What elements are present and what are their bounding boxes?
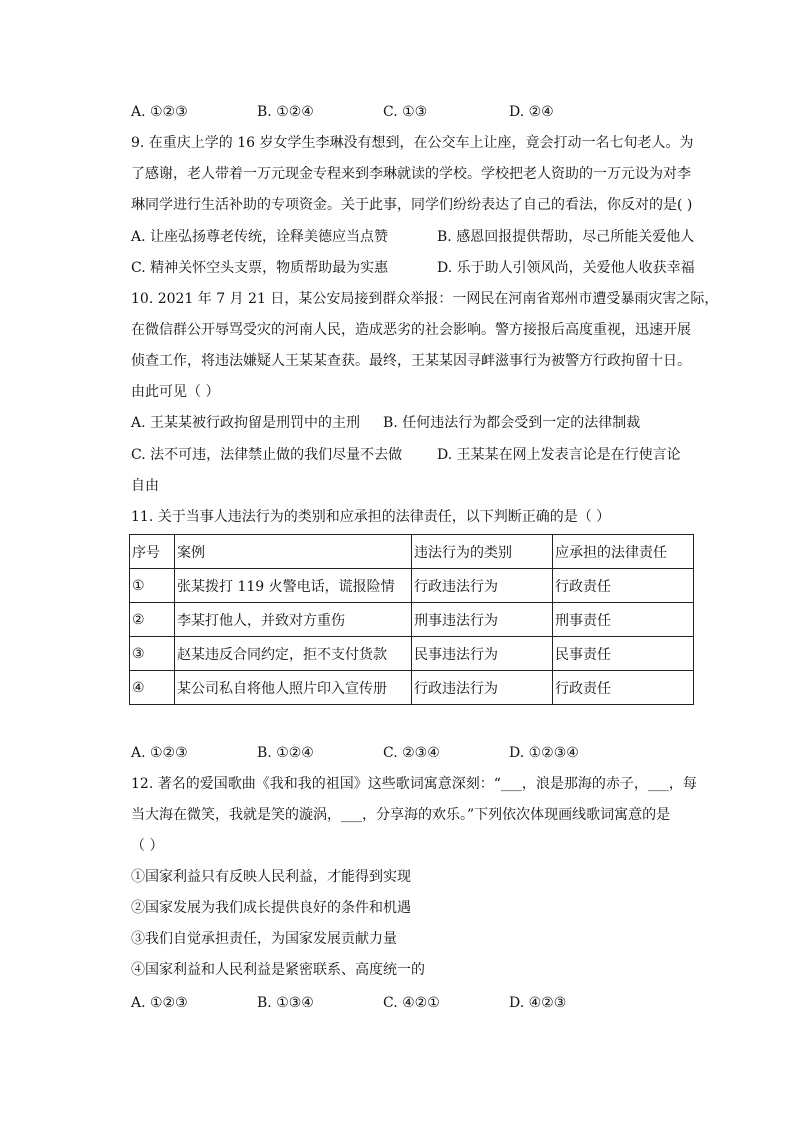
q12-statement-3: ③我们自觉承担责任，为国家发展贡献力量 [131,931,397,947]
q9-stem-line-1: 9. 在重庆上学的 16 岁女学生李琳没有想到，在公交车上让座，竟会打动一名七旬老人。为 [131,135,694,151]
q9-stem-line-3: 琳同学进行生活补助的专项资金。关于此事，同学们纷纷表达了自己的看法，你反对的是( ) [131,197,693,213]
row-violation-type: 行政违法行为 [412,569,553,603]
header-number: 序号 [130,535,175,569]
row-case: 李某打他人，并致对方重伤 [175,603,412,637]
q10-option-d-continued: 自由 [131,478,159,494]
row-violation-type: 刑事违法行为 [412,603,553,637]
q12-stem-line-3: （ ） [131,838,164,854]
q10-stem-line-1: 10. 2021 年 7 月 21 日，某公安局接到群众举报：一网民在河南省郑州市遭受暴雨灾害之际， [131,291,719,307]
q12-option-c[interactable]: C. ④②① [383,995,440,1011]
q9-option-a[interactable]: A. 让座弘扬尊老传统，诠释美德应当点赞 [131,229,389,245]
row-liability: 民事责任 [553,637,694,671]
q12-statement-4: ④国家利益和人民利益是紧密联系、高度统一的 [131,962,425,978]
q10-option-a[interactable]: A. 王某某被行政拘留是刑罚中的主刑 [131,415,361,431]
q10-option-c[interactable]: C. 法不可违，法律禁止做的我们尽量不去做 [131,447,403,463]
q8-option-c[interactable]: C. ①③ [383,104,428,120]
table-row [130,637,694,671]
q8-option-b[interactable]: B. ①②④ [257,104,314,120]
row-violation-type: 行政违法行为 [412,671,553,705]
q9-option-b[interactable]: B. 感恩回报提供帮助，尽己所能关爱他人 [437,229,695,245]
row-case: 张某拨打 119 火警电话，谎报险情 [175,569,412,603]
row-liability: 行政责任 [553,569,694,603]
row-violation-type: 民事违法行为 [412,637,553,671]
row-number: ② [130,603,175,637]
q11-option-c[interactable]: C. ②③④ [383,745,440,761]
q12-stem-line-1: 12. 著名的爱国歌曲《我和我的祖国》这些歌词寓意深刻：“___，浪是那海的赤子，___，每 [131,776,697,792]
header-case: 案例 [175,535,412,569]
q10-stem-line-4: 由此可见（ ） [131,384,220,400]
q9-option-c[interactable]: C. 精神关怀空头支票，物质帮助最为实惠 [131,260,389,276]
q11-stem: 11. 关于当事人违法行为的类别和应承担的法律责任，以下判断正确的是（ ） [131,509,611,525]
row-liability: 行政责任 [553,671,694,705]
q12-option-b[interactable]: B. ①③④ [257,995,314,1011]
row-case: 某公司私自将他人照片印入宣传册 [175,671,412,705]
q12-stem-line-2: 当大海在微笑，我就是笑的漩涡，___，分享海的欢乐。”下列依次体现画线歌词寓意的是 [131,807,671,823]
table-row [130,569,694,603]
q12-statement-2: ②国家发展为我们成长提供良好的条件和机遇 [131,900,411,916]
q10-stem-line-2: 在微信群公开辱骂受灾的河南人民，造成恶劣的社会影响。警方接报后高度重视，迅速开展 [131,322,691,338]
row-number: ③ [130,637,175,671]
header-violation-type: 违法行为的类别 [412,535,553,569]
table-header-row [130,535,694,569]
q11-table [129,534,694,705]
table-row [130,671,694,705]
row-case: 赵某违反合同约定，拒不支付货款 [175,637,412,671]
q9-option-d[interactable]: D. 乐于助人引领风尚，关爱他人收获幸福 [437,260,695,276]
q8-option-d[interactable]: D. ②④ [509,104,554,120]
q10-stem-line-3: 侦查工作，将违法嫌疑人王某某查获。最终，王某某因寻衅滋事行为被警方行政拘留十日。 [131,353,691,369]
q10-option-b[interactable]: B. 任何违法行为都会受到一定的法律制裁 [383,415,641,431]
q9-stem-line-2: 了感谢，老人带着一万元现金专程来到李琳就读的学校。学校把老人资助的一万元设为对李 [131,166,691,182]
q12-option-d[interactable]: D. ④②③ [509,995,567,1011]
q12-option-a[interactable]: A. ①②③ [131,995,188,1011]
row-liability: 刑事责任 [553,603,694,637]
row-number: ① [130,569,175,603]
q11-option-d[interactable]: D. ①②③④ [509,745,579,761]
q12-statement-1: ①国家利益只有反映人民利益，才能得到实现 [131,869,411,885]
q11-option-a[interactable]: A. ①②③ [131,745,188,761]
q11-option-b[interactable]: B. ①②④ [257,745,314,761]
table-row [130,603,694,637]
row-number: ④ [130,671,175,705]
q10-option-d[interactable]: D. 王某某在网上发表言论是在行使言论 [437,447,681,463]
q8-option-a[interactable]: A. ①②③ [131,104,188,120]
header-liability: 应承担的法律责任 [553,535,694,569]
